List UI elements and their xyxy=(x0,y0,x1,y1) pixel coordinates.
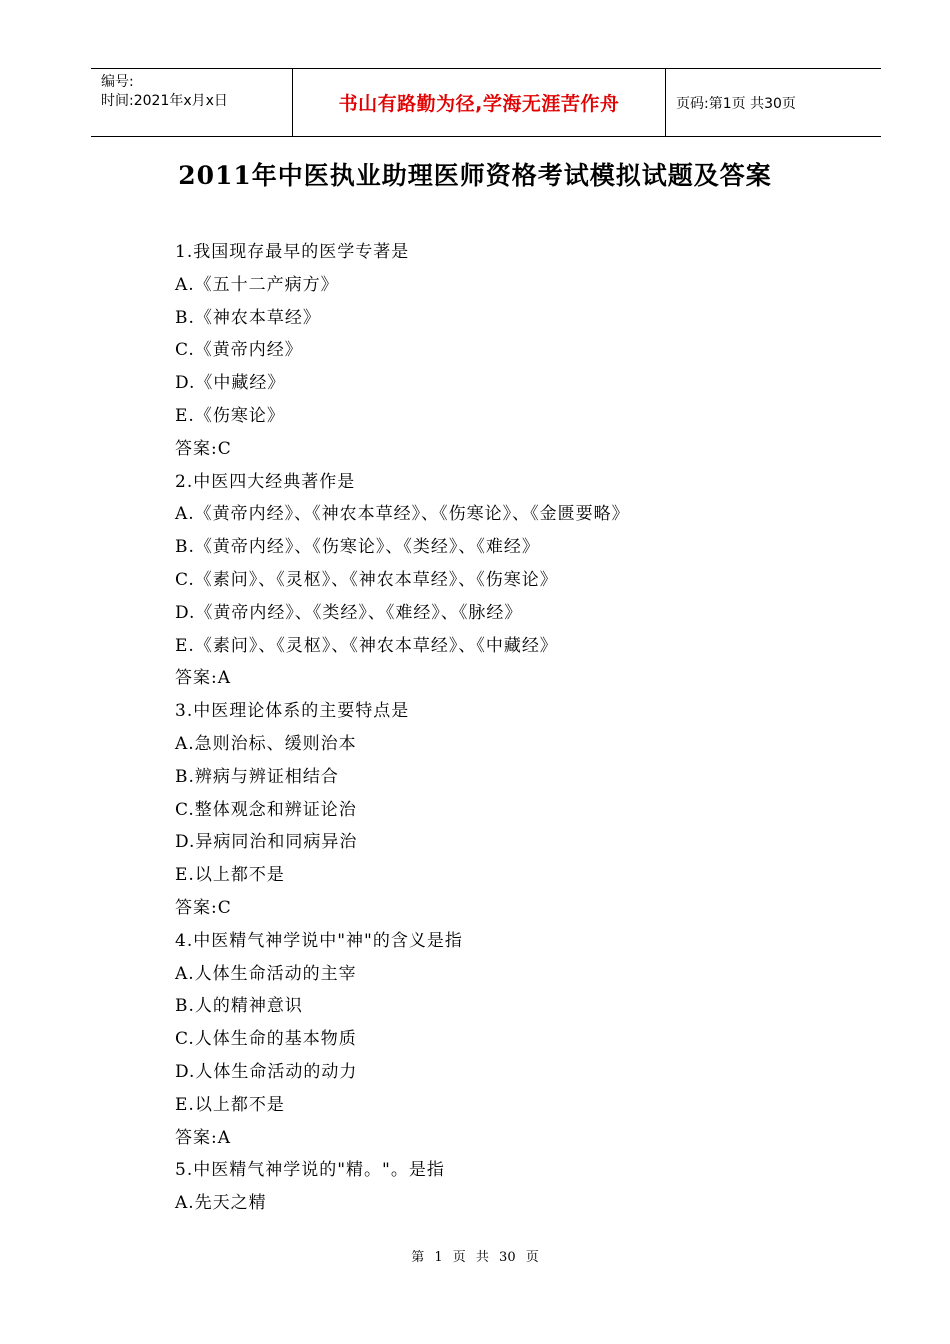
header-page-number: 页码:第1页 共30页 xyxy=(676,95,796,112)
text-line: 4.中医精气神学说中"神"的含义是指 xyxy=(175,930,463,951)
page-header xyxy=(91,68,881,137)
text-line: D.人体生命活动的动力 xyxy=(175,1061,358,1082)
text-line: D.《中藏经》 xyxy=(175,373,286,394)
text-line: E.以上都不是 xyxy=(175,865,285,886)
document-title: 2011年中医执业助理医师资格考试模拟试题及答案 xyxy=(178,161,772,190)
document-number-label: 编号: xyxy=(101,74,134,90)
text-line: C.人体生命的基本物质 xyxy=(175,1029,357,1050)
text-line: 2.中医四大经典著作是 xyxy=(175,471,356,492)
header-motto: 书山有路勤为径,学海无涯苦作舟 xyxy=(292,69,666,136)
text-line: 1.我国现存最早的医学专著是 xyxy=(175,242,410,262)
document-time-label: 时间:2021年x月x日 xyxy=(101,93,228,109)
text-line: E.《素问》、《灵枢》、《神农本草经》、《中藏经》 xyxy=(175,635,558,656)
text-line: C.《黄帝内经》 xyxy=(175,340,303,361)
text-line: E.《伤寒论》 xyxy=(175,405,285,426)
text-line: 答案:A xyxy=(175,1127,232,1148)
text-line: B.人的精神意识 xyxy=(175,996,303,1017)
text-line: 3.中医理论体系的主要特点是 xyxy=(175,701,410,722)
text-line: 答案:C xyxy=(175,897,232,918)
text-line: 答案:C xyxy=(175,438,232,459)
text-line: D.异病同治和同病异治 xyxy=(175,832,358,853)
text-line: A.先天之精 xyxy=(175,1193,267,1214)
header-info xyxy=(91,69,292,136)
text-line: A.《黄帝内经》、《神农本草经》、《伤寒论》、《金匮要略》 xyxy=(175,504,630,525)
text-line: B.辨病与辨证相结合 xyxy=(175,766,339,787)
text-line: B.《神农本草经》 xyxy=(175,307,321,328)
text-line: 答案:A xyxy=(175,668,232,689)
question-list xyxy=(175,236,815,1220)
text-line: D.《黄帝内经》、《类经》、《难经》、《脉经》 xyxy=(175,602,523,623)
text-line: A.人体生命活动的主宰 xyxy=(175,963,357,984)
text-line: C.《素问》、《灵枢》、《神农本草经》、《伤寒论》 xyxy=(175,569,558,590)
text-line: A.急则治标、缓则治本 xyxy=(175,733,357,754)
text-line: C.整体观念和辨证论治 xyxy=(175,799,357,820)
page-footer: 第 1 页 共 30 页 xyxy=(411,1250,539,1265)
text-line: B.《黄帝内经》、《伤寒论》、《类经》、《难经》 xyxy=(175,537,540,558)
text-line: E.以上都不是 xyxy=(175,1094,285,1115)
text-line: A.《五十二产病方》 xyxy=(175,274,339,295)
text-line: 5.中医精气神学说的"精。"。是指 xyxy=(175,1160,445,1181)
